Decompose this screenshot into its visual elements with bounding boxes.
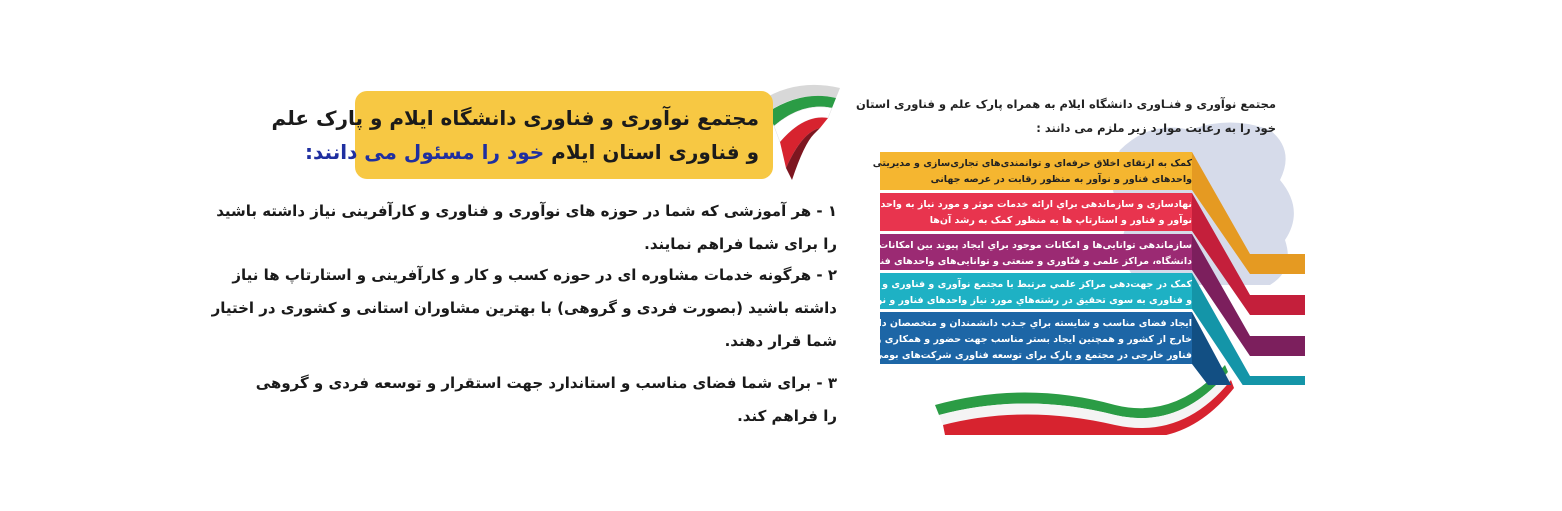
- paragraph-3: [255, 367, 837, 433]
- band-1-text: [872, 156, 1192, 188]
- band-5-line-2: خارج از کشور و همچنین ایجاد بستر مناسب جهت حضور و همکاری واحدهای: [841, 334, 1192, 345]
- flag-ribbon-decoration: [762, 82, 842, 182]
- band-2-line-2: نوآور و فناور و استارتاپ ها به منظور کمک به رشد آن‌ها: [929, 215, 1192, 226]
- band-3-line-1: سازماندهی توانایی‌ها و امکانات موجود براي ایجاد پیوند بین امکانات و منابع: [842, 240, 1192, 251]
- band-1-line-2: واحدهای فناور و نوآور به منظور رقابت در عرصه جهانی: [930, 174, 1192, 185]
- band-5-text: [841, 316, 1192, 364]
- heading-box: [271, 91, 773, 179]
- band-4-line-2: و فناوری به سوی تحقیق در رشته‌هاي مورد نیاز واحدهای فناور و نوآور: [861, 295, 1192, 306]
- band-5-line-1: ایجاد فضای مناسب و شایسته براي جـذب دانشمندان و متخصصان داخل و: [853, 318, 1192, 329]
- band-4-text: [835, 277, 1192, 309]
- paragraph-2-line-1: ۲ - هرگونه خدمات مشاوره ای در حوزه کسب و کار و کارآفرینی و استارتاپ ها نیاز: [232, 266, 837, 284]
- band-1-line-1: کمک به ارتقای اخلاق حرفه‌ای و توانمندی‌های تجاری‌سازی و مدیریتی: [872, 158, 1192, 169]
- paragraph-1-line-1: ۱ - هر آموزشی که شما در حوزه های نوآوری و فناوری و کارآفرینی نیاز داشته باشید: [216, 202, 837, 220]
- infographic-title-line-1: مجتمع نوآوری و فنـاوری دانشگاه ایلام به همراه پارک علم و فناوری استان: [855, 97, 1276, 111]
- paragraph-3-line-1: ۳ - برای شما فضای مناسب و استاندارد جهت استقرار و توسعه فردی و گروهی: [255, 374, 837, 392]
- infographic-title: [855, 92, 1276, 140]
- band-3-text: [829, 238, 1192, 270]
- band-2-text: [861, 197, 1192, 229]
- band-3-line-2: دانشگاه، مراکز علمی و فنّاوری و صنعتی و توانایی‌های واحدهای فناور و نوآور: [829, 256, 1192, 267]
- infographic-title-line-2: خود را به رعایت موارد زیر ملزم می دانند :: [1036, 121, 1276, 135]
- paragraph-2: [211, 259, 837, 358]
- band-5-line-3: فناور خارجی در مجتمع و پارک برای توسعه فناوری شرکت‌های بومی: [873, 350, 1192, 361]
- heading-line-2-start: و فناوری استان ایلام: [551, 140, 759, 164]
- band-1-extension: [1192, 152, 1305, 274]
- heading-line-2: [304, 135, 759, 169]
- paragraph-3-line-2: را فراهم کند.: [737, 407, 837, 425]
- paragraph-1: [216, 195, 837, 261]
- paragraph-2-line-2: داشته باشید (بصورت فردی و گروهی) با بهترین مشاوران استانی و کشوری در اختیار: [211, 299, 837, 317]
- heading-highlight: خود را مسئول می دانند:: [304, 140, 545, 164]
- band-4-line-1: کمک در جهت‌دهی مراکز علمي مرتبط با مجتمع نوآوری و فناوری و پارک علم: [835, 279, 1192, 290]
- band-2-line-1: نهادسازی و سازماندهی براي ارائه خدمات موثر و مورد نیاز به واحدهاي: [861, 199, 1192, 210]
- paragraph-1-line-2: را برای شما فراهم نمایند.: [644, 235, 837, 253]
- paragraph-2-line-3: شما قرار دهند.: [724, 332, 837, 350]
- heading-line-1: مجتمع نوآوری و فناوری دانشگاه ایلام و پارک علم: [271, 106, 759, 130]
